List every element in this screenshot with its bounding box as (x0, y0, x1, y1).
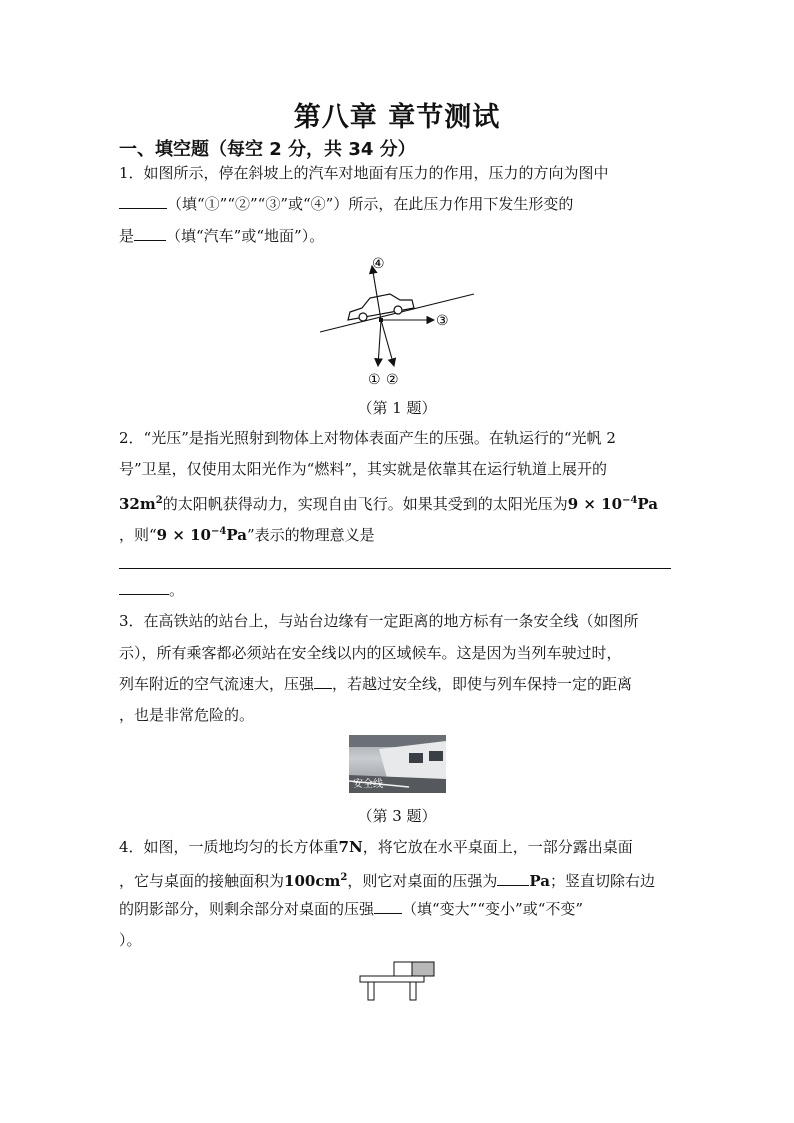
q2-answer-blank[interactable] (119, 580, 169, 595)
table-leg-right (410, 982, 416, 1000)
q4-answer-blank-2[interactable] (374, 899, 402, 914)
q1-line2: （填“①”“②”“③”或“④”）所示，在此压力作用下发生形变的 (119, 194, 573, 214)
q1-line3: 是 （填“汽车”或“地面”）。 (119, 227, 325, 245)
arrow-1 (378, 320, 381, 366)
q3-line3: 列车附近的空气流速大，压强 ，若越过安全线，即使与列车保持一定的距离 (119, 675, 633, 693)
page-title: 第八章 章节测试 (293, 102, 501, 133)
safety-line-label: 安全线 (353, 779, 383, 790)
block-left-part (394, 962, 412, 976)
label-3: ③ (436, 313, 449, 329)
q3-line4: ，也是非常危险的。 (119, 706, 255, 724)
q4-line1: 4．如图，一质地均匀的长方体重7N，将它放在水平桌面上，一部分露出桌面 (119, 838, 633, 856)
q4-line4: ）。 (119, 931, 142, 949)
q3-line2: 示），所有乘客都必须站在安全线以内的区域候车。这是因为当列车驶过时， (119, 644, 622, 662)
q2-line5: 。 (119, 580, 184, 600)
label-2: ② (386, 372, 399, 388)
q4-line2: ，它与桌面的接触面积为$100cm^2$，则它对桌面的压强为 Pa；竖直切除右边 (119, 872, 655, 890)
q4-answer-blank-1[interactable] (497, 871, 529, 886)
q3-caption: （第 3 题） (357, 807, 437, 825)
block-shaded-part (412, 962, 434, 976)
arrow-2 (381, 320, 394, 366)
q2-line1: 2．“光压”是指光照射到物体上对物体表面产生的压强。在轨运行的“光帆 2 (119, 429, 616, 447)
train-platform-photo (349, 735, 446, 793)
q2-line3: $32m^2$的太阳帆获得动力，实现自由飞行。如果其受到的太阳光压为$9 \times 10^{-4}Pa$ (119, 495, 659, 513)
table-leg-left (368, 982, 374, 1000)
section-heading: 一、填空题（每空 2 分，共 34 分） (119, 139, 416, 160)
q3-answer-blank[interactable] (314, 674, 332, 689)
q2-line2: 号”卫星，仅使用太阳光作为“燃料”，其实就是依靠其在运行轨道上展开的 (119, 460, 608, 478)
label-1: ① (368, 372, 381, 388)
q4-line3: 的阴影部分，则剩余部分对桌面的压强 （填“变大”“变小”或“不变” (119, 900, 584, 918)
label-4: ④ (372, 256, 385, 272)
table-block-diagram (356, 960, 440, 1002)
slope-car-diagram (310, 252, 480, 392)
q3-line1: 3．在高铁站的站台上，与站台边缘有一定距离的地方标有一条安全线（如图所 (119, 612, 639, 630)
q2-line4: ，则“$9 \times 10^{-4}Pa$”表示的物理意义是 (119, 526, 375, 544)
table-top (360, 976, 424, 982)
q1-answer-blank-1[interactable] (119, 194, 167, 209)
q1-line1: 1．如图所示，停在斜坡上的汽车对地面有压力的作用，压力的方向为图中 (119, 164, 609, 182)
q2-answer-line[interactable] (119, 568, 671, 569)
q1-caption: （第 1 题） (357, 399, 437, 417)
q1-answer-blank-2[interactable] (134, 226, 166, 241)
